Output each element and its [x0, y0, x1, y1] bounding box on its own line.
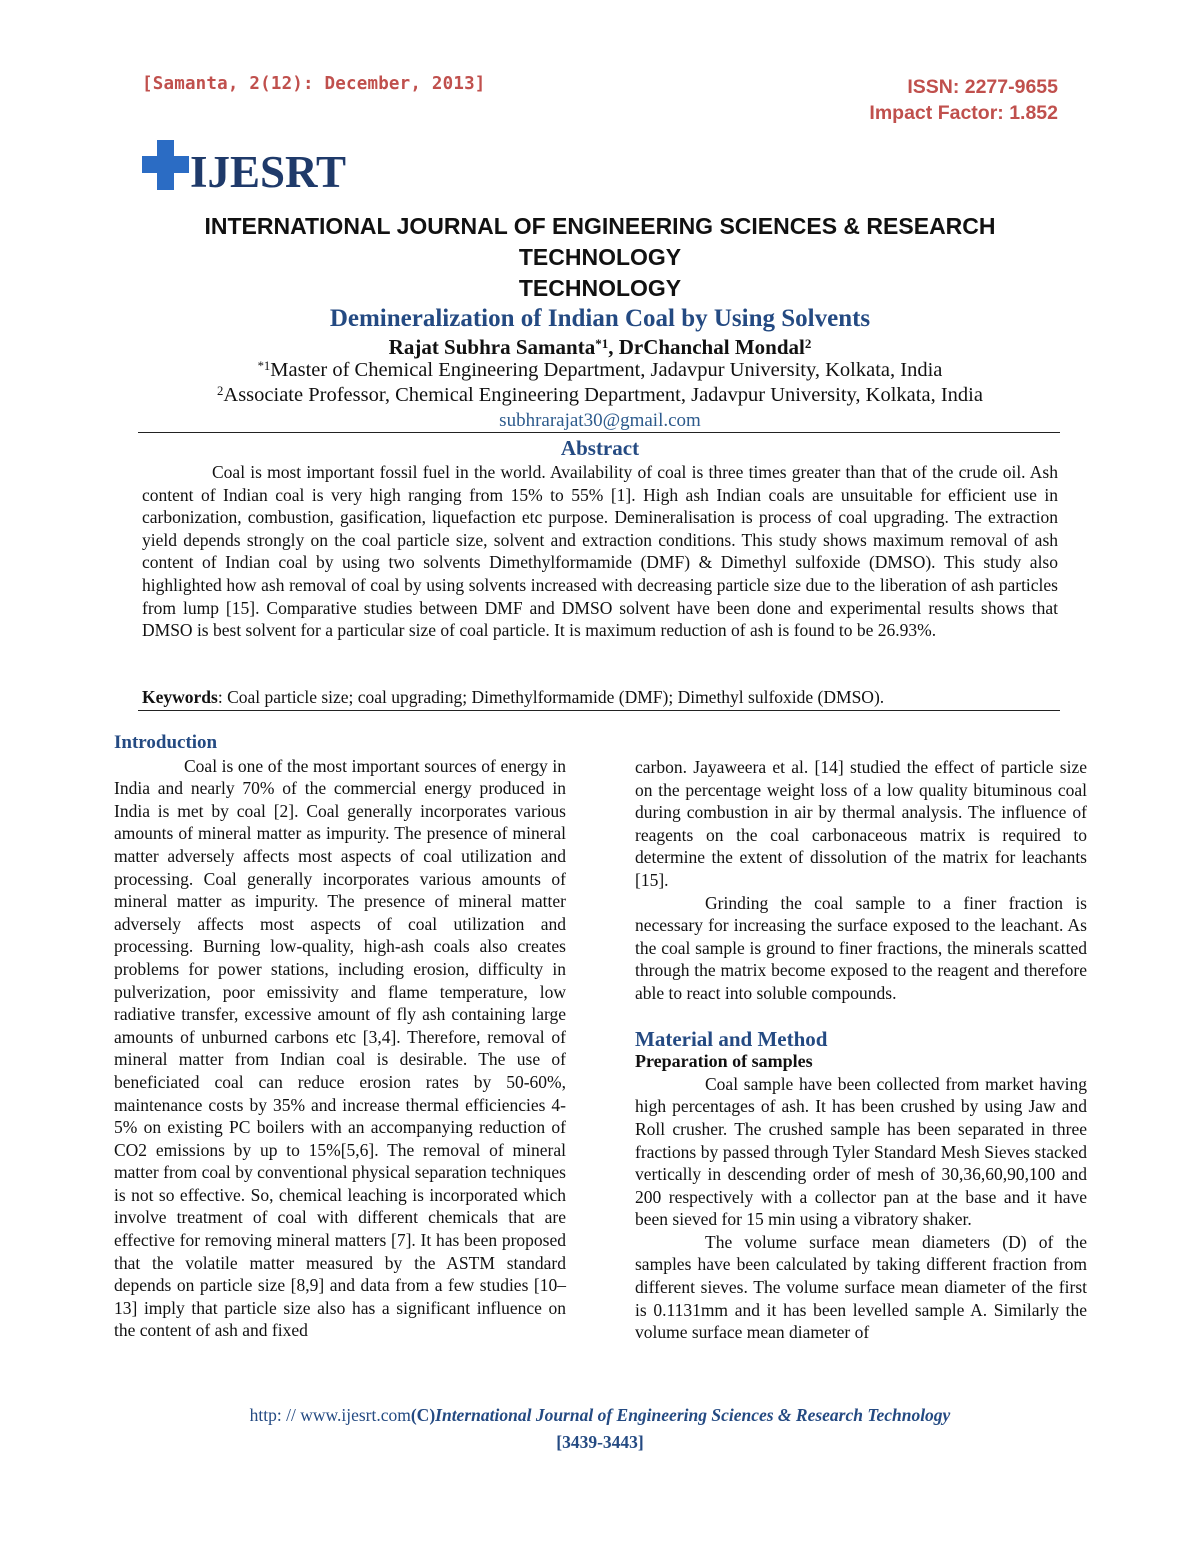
footer-journal-name: International Journal of Engineering Sciences & Research Technology [435, 1405, 951, 1425]
affiliation-2 [142, 384, 1058, 407]
introduction-continued-paragraph: carbon. Jayaweera et al. [14] studied the effect of particle size on the percentage weight loss of a low quality bituminous coal during combustion in air by thermal analysis. The influence of reagents on the coal carbonaceous matrix is required to determine the extent of dissolution of the matrix for leachants [15]. [635, 757, 1087, 890]
footer-line [0, 1405, 1200, 1426]
method-heading: Material and Method [635, 1026, 828, 1051]
running-header-citation: [Samanta, 2(12): December, 2013] [142, 74, 486, 94]
introduction-paragraph: Coal is one of the most important sources of energy in India and nearly 70% of the commercial energy produced in India is met by coal [2]. Coal generally incorporates various amounts of mineral matter as impurity. The presence of mineral matter adversely affects most aspects of coal utilization and processing. Coal generally incorporates various amounts of mineral matter as impurity. The presence of mineral matter adversely affects most aspects of coal utilization and processing. Burning low-quality, high-ash coals also creates problems for power stations, including erosion, difficulty in pulverization, poor emissivity and flame temperature, low radiative transfer, excessive amount of fly ash containing large amounts of unburned carbons etc [3,4]. Therefore, removal of mineral matter from Indian coal is desirable. The use of beneficiated coal can reduce erosion rates by 50-60%, maintenance costs by 35% and increase thermal efficiencies 4-5% on existing PC boilers with an accompanying reduction of CO2 emissions by up to 15%[5,6]. The removal of mineral matter from coal by conventional physical separation techniques is not so effective. So, chemical leaching is incorporated which involve treatment of coal with different chemicals that are effective for removing mineral matters [7]. It has been proposed that the volatile matter measured by the ASTM standard depends on particle size [8,9] and data from a few studies [10–13] imply that particle size also has a significant influence on the content of ash and fixed [114, 755, 566, 1341]
footer-page-range: [3439-3443] [556, 1432, 644, 1452]
method-paragraph-2: The volume surface mean diameters (D) of the samples have been calculated by taking different fraction from different sieves. The volume surface mean diameter of the first is 0.1131mm and it has been levelled sample A. Similarly the volume surface mean diameter of [635, 1231, 1087, 1343]
section-spacer [635, 1005, 1087, 1028]
abstract-text: Coal is most important fossil fuel in the world. Availability of coal is three times greater than that of the crude oil. Ash content of Indian coal is very high ranging from 15% to 55% [1]. High ash Indian coals are unsuitable for efficient use in carbonization, combustion, gasification, liquefaction etc purpose. Demineralisation is process of coal upgrading. The extraction yield depends strongly on the coal particle size, solvent and extraction conditions. This study shows maximum removal of ash content of Indian coal by using two solvents Dimethylformamide (DMF) & Dimethyl sulfoxide (DMSO). This study also highlighted how ash removal of coal by using solvents increased with decreasing particle size due to the liberation of ash particles from lump [15]. Comparative studies between DMF and DMSO solvent have been done and experimental results shows that DMSO is best solvent for a particular size of coal particle. It is maximum reduction of ash is found to be 26.93%. [142, 462, 1058, 641]
introduction-paragraph-2: Grinding the coal sample to a finer fraction is necessary for increasing the surface exposed to the leachant. As the coal sample is ground to finer fractions, the minerals scatted through the matrix become exposed to the reagent and therefore able to react into soluble compounds. [635, 892, 1087, 1003]
journal-name-line2: TECHNOLOGY [518, 244, 682, 270]
author-2: , DrChanchal Mondal [608, 335, 805, 359]
affiliation-1-mark: *1 [257, 358, 271, 373]
method-paragraph-1: Coal sample have been collected from market having high percentages of ash. It has been crushed by using Jaw and Roll crusher. The crushed sample has been separated in three fractions by passed through Tyler Standard Mesh Sieves stacked vertically in descending order of mesh of 30,36,60,90,100 and 200 respectively with a collector pan at the base and it have been sieved for 15 min using a vibratory shaker. [635, 1073, 1087, 1230]
keywords [142, 686, 1058, 708]
author-1-mark: *1 [595, 335, 609, 351]
right-column [635, 756, 1087, 1344]
paper-title: Demineralization of Indian Coal by Using Solvents [329, 305, 871, 332]
footer-copyright: (C) [410, 1405, 436, 1425]
author-1: Rajat Subhra Samanta [388, 335, 596, 359]
affiliation-2-mark: 2 [217, 383, 224, 398]
left-column [114, 732, 566, 1342]
method-subheading: Preparation of samples [635, 1051, 813, 1072]
abstract-top-rule [138, 432, 1060, 433]
abstract-heading: Abstract [560, 436, 640, 460]
journal-name [142, 211, 1058, 304]
affiliation-2-text: Associate Professor, Chemical Engineering Department, Jadavpur University, Kolkata, India [223, 384, 983, 406]
journal-name-line1: INTERNATIONAL JOURNAL OF ENGINEERING SCIENCES & RESEARCH [204, 213, 996, 239]
journal-identifiers [869, 74, 1058, 126]
issn-text: ISSN: 2277-9655 [907, 76, 1058, 98]
affiliation-1 [142, 359, 1058, 382]
logo-text: IJESRT [190, 147, 346, 197]
author-email-link[interactable]: subhrarajat30@gmail.com [499, 410, 701, 431]
impact-factor-text: Impact Factor: 1.852 [869, 102, 1058, 124]
footer-url-link[interactable]: http: // www.ijesrt.com [249, 1405, 411, 1425]
keywords-text: : Coal particle size; coal upgrading; Dimethylformamide (DMF); Dimethyl sulfoxide (DMSO). [217, 687, 885, 707]
introduction-heading: Introduction [114, 732, 218, 753]
journal-name-line3: TECHNOLOGY [518, 275, 682, 301]
author-2-mark: 2 [804, 335, 812, 351]
abstract-body [142, 461, 1058, 642]
author-line [142, 335, 1058, 360]
keywords-bottom-rule [138, 710, 1060, 711]
keywords-label: Keywords [142, 687, 218, 707]
affiliation-1-text: Master of Chemical Engineering Department, Jadavpur University, Kolkata, India [270, 359, 943, 381]
plus-cross-icon [142, 140, 190, 192]
